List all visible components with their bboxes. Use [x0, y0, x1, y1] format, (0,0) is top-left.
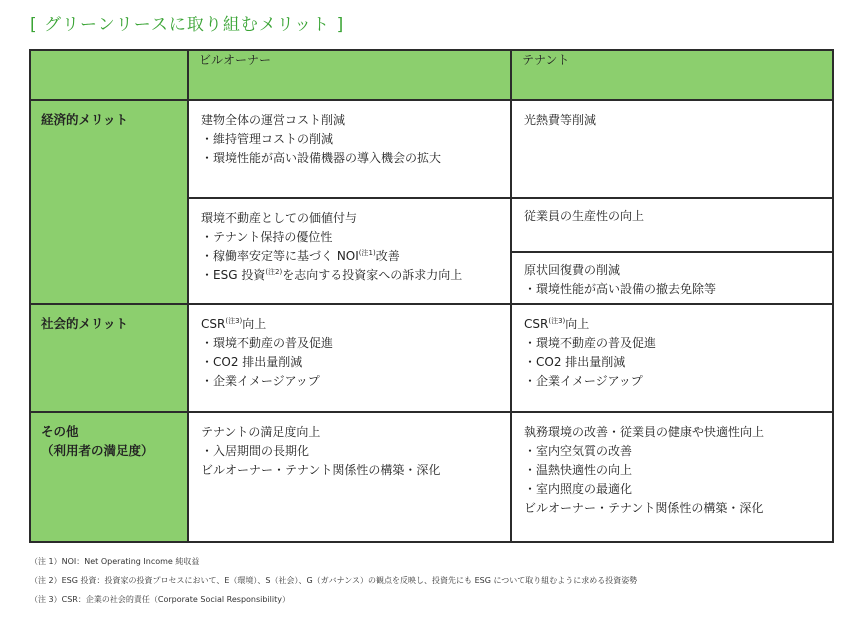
header-corner [30, 50, 188, 100]
header-owner: ビルオーナー [188, 50, 511, 100]
owner-other-cell: テナントの満足度向上 ・入居期間の長期化 ビルオーナー・テナント関係性の構築・深化 [188, 412, 511, 542]
tenant-other-cell: 執務環境の改善・従業員の健康や快適性向上 ・室内空気質の改善 ・温熱快適性の向上 ・室内照度の最適化 ビルオーナー・テナント関係性の構築・深化 [511, 412, 833, 542]
owner-value-cell: 環境不動産としての価値付与 ・テナント保持の優位性 ・稼働率安定等に基づく NOI$^{(注1)}$改善 ・ESG 投資$^{(注2)}$を志向する投資家への訴求力向上 [188, 198, 511, 304]
header-tenant: テナント [511, 50, 833, 100]
tenant-social-cell: CSR$^{(注3)}$向上 ・環境不動産の普及促進 ・CO2 排出量削減 ・企業イメージアップ [511, 304, 833, 412]
footnote-1: （注 1）NOI：Net Operating Income 純収益 [30, 557, 200, 566]
other-label-cell: その他 （利用者の満足度） [30, 412, 188, 542]
economic-label-cell: 経済的メリット [30, 100, 188, 304]
footnote-2: （注 2）ESG 投資：投資家の投資プロセスにおいて、E（環境）、S（社会）、G（ガバナンス）の観点を反映し、投資先にも ESG について取り組むように求める投資姿勢 [30, 576, 638, 585]
tenant-utility-cell: 光熱費等削減 [511, 100, 833, 198]
header-row [30, 50, 833, 100]
other-row [30, 412, 833, 542]
tenant-productivity-cell: 従業員の生産性の向上 [511, 198, 833, 252]
tenant-restoration-cell: 原状回復費の削減 ・環境性能が高い設備の撤去免除等 [511, 252, 833, 304]
owner-cost-cell: 建物全体の運営コスト削減 ・維持管理コストの削減 ・環境性能が高い設備機器の導入機会の拡大 [188, 100, 511, 198]
economic-row-1 [30, 100, 833, 198]
footnote-ref-2: (注2) [265, 268, 283, 276]
footnote-ref-3: (注3) [548, 317, 566, 325]
social-row [30, 304, 833, 412]
footnote-ref-1: (注1) [358, 249, 376, 257]
footnote-ref-3: (注3) [225, 317, 243, 325]
owner-social-cell: CSR$^{(注3)}$向上 ・環境不動産の普及促進 ・CO2 排出量削減 ・企業イメージアップ [188, 304, 511, 412]
footnotes [30, 552, 637, 609]
social-label-cell: 社会的メリット [30, 304, 188, 412]
page-title: [ グリーンリースに取り組むメリット ] [30, 15, 345, 35]
merits-table [29, 49, 834, 543]
footnote-3: （注 3）CSR：企業の社会的責任（Corporate Social Responsibility） [30, 595, 290, 604]
